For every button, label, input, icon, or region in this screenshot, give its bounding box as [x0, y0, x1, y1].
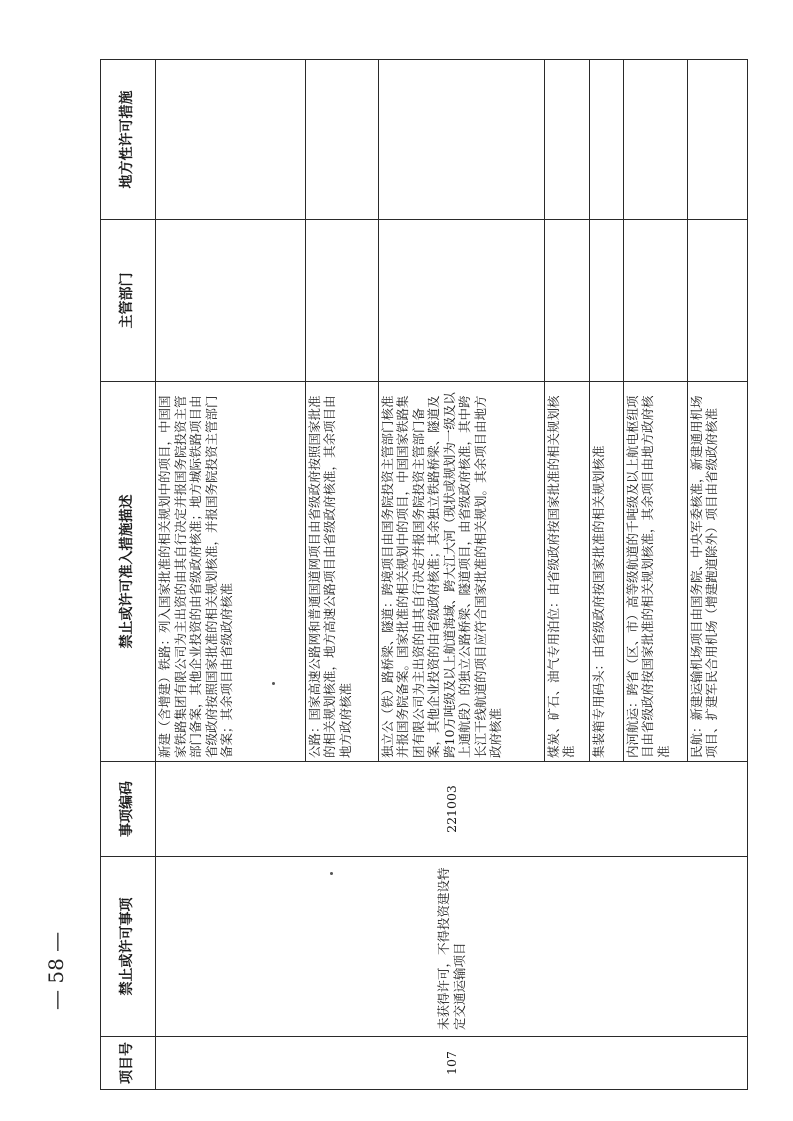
local-measure-cell [378, 60, 544, 220]
department-cell [687, 220, 747, 382]
description-cell: 独立公（铁）路桥梁、隧道：跨境项目由国务院投资主管部门核准并报国务院备案。国家批准的相关规划中的项目，中国国家铁路集团有限公司为主出资的由其自行决定并报国务院投资主管部门备案，其他企业投资的由省级政府核准；其余独立铁路桥梁、隧道及跨10万吨级及以上航道海域、跨大江大河（现状或规划为一级及以上通航段）的独立公路桥梁、隧道项目，由省级政府核准，其中跨长江干线航道的项目应符合国家批准的相关规划。其余项目由地方政府核准 [378, 382, 544, 762]
local-measure-cell [156, 60, 306, 220]
local-measure-cell [589, 60, 623, 220]
scan-speck [330, 872, 333, 875]
department-cell [378, 220, 544, 382]
description-cell: 民航：新建运输机场项目由国务院、中央军委核准，新建通用机场项目、扩建军民合用机场（增建跑道除外）项目由省级政府核准 [687, 382, 747, 762]
item-code-cell: 221003 [156, 762, 748, 857]
department-cell [156, 220, 306, 382]
department-cell [589, 220, 623, 382]
local-measure-cell [544, 60, 589, 220]
table-header-row [101, 60, 156, 1090]
department-cell [544, 220, 589, 382]
description-cell: 内河航运：跨省（区、市）高等级航道的千吨级及以上航电枢纽项目由省级政府按国家批准的相关规划核准，其余项目由地方政府核准 [623, 382, 687, 762]
local-measure-cell [687, 60, 747, 220]
department-cell [305, 220, 378, 382]
description-cell: 集装箱专用码头：由省级政府按国家批准的相关规划核准 [589, 382, 623, 762]
header-local-measure: 地方性许可措施 [101, 60, 156, 220]
scan-speck [272, 682, 275, 685]
description-cell: 新建（含增建）铁路：列入国家批准的相关规划中的项目，中国国家铁路集团有限公司为主出资的由其自行决定并报国务院投资主管部门备案，其他企业投资的由省级政府核准；地方城际铁路项目由省级政府按照国家批准的相关规划核准，并报国务院投资主管部门备案；其余项目由省级政府核准 [156, 382, 306, 762]
local-measure-cell [623, 60, 687, 220]
table-row [156, 60, 306, 1090]
description-cell: 煤炭、矿石、油气专用泊位：由省级政府按国家批准的相关规划核准 [544, 382, 589, 762]
rotated-table-container [100, 60, 748, 1090]
item-number-cell: 107 [156, 1037, 748, 1090]
header-item-no: 项目号 [101, 1037, 156, 1090]
local-measure-cell [305, 60, 378, 220]
header-department: 主管部门 [101, 220, 156, 382]
description-cell: 公路：国家高速公路网和普通国道网项目由省级政府按照国家批准的相关规划核准，地方高速公路项目由省级政府核准，其余项目由地方政府核准 [305, 382, 378, 762]
header-description: 禁止或许可准入措施描述 [101, 382, 156, 762]
page-number: — 58 — [44, 931, 68, 1010]
item-name-cell: 未获得许可，不得投资建设特定交通运输项目 [156, 857, 748, 1037]
header-item-name: 禁止或许可事项 [101, 857, 156, 1037]
department-cell [623, 220, 687, 382]
header-code: 事项编码 [101, 762, 156, 857]
market-access-table [100, 59, 748, 1090]
